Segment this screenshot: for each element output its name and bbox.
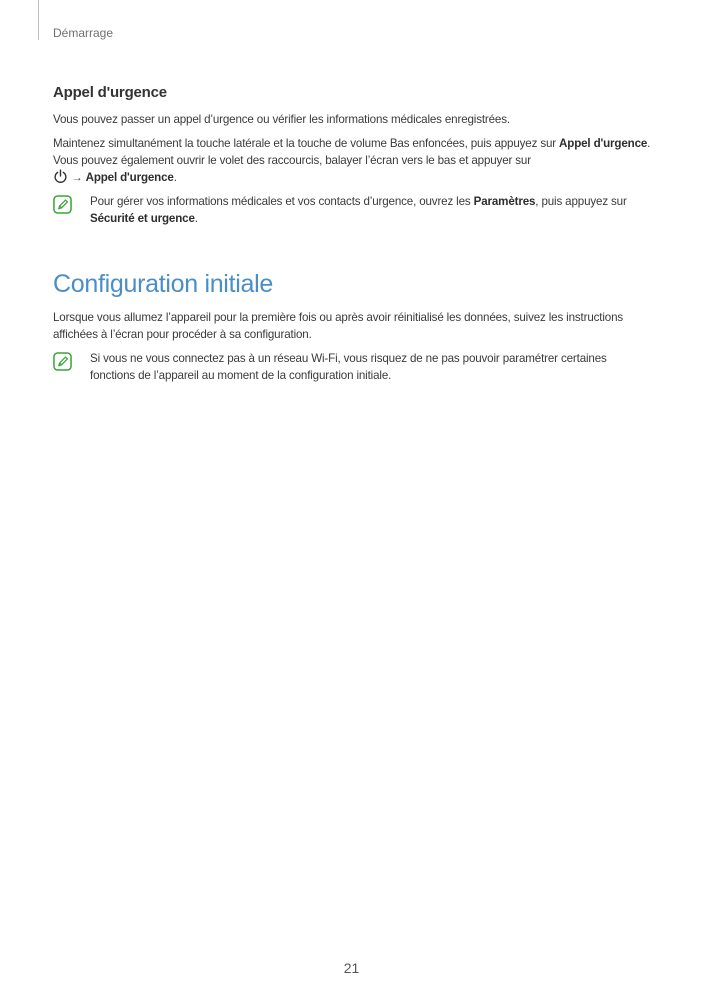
safety-emergency-label: Sécurité et urgence <box>90 212 195 225</box>
emergency-instructions-text-2: . Vous pouvez également ouvrir le volet des raccourcis, balayer l’écran vers le bas et appuyer sur <box>53 137 651 167</box>
emergency-instructions-text-1: Maintenez simultanément la touche latérale et la touche de volume Bas enfoncées, puis appuyez sur <box>53 137 560 150</box>
setup-section-title: Configuration initiale <box>53 270 273 298</box>
note-icon <box>53 352 72 371</box>
emergency-note-text-2: , puis appuyez sur <box>535 195 627 208</box>
setup-intro: Lorsque vous allumez l’appareil pour la première fois ou après avoir réinitialisé les données, suivez les instructions affichées à l’écran pour procéder à sa configuration. <box>53 311 624 341</box>
emergency-note-text <box>90 193 653 227</box>
note-icon <box>53 195 72 214</box>
emergency-note-end: . <box>194 212 198 225</box>
page-number: 21 <box>343 960 360 976</box>
setup-note-text: Si vous ne vous connectez pas à un réseau Wi-Fi, vous risquez de ne pas pouvoir paramétrer certaines fonctions de l’appareil au moment de la configuration initiale. <box>90 352 607 382</box>
emergency-instructions <box>53 135 653 186</box>
emergency-instructions-end: . <box>173 171 177 184</box>
emergency-call-label-1: Appel d'urgence <box>559 137 648 150</box>
emergency-note <box>53 193 653 227</box>
emergency-intro: Vous pouvez passer un appel d’urgence ou vérifier les informations médicales enregistrées. <box>53 113 510 126</box>
page-margin-rule <box>38 0 39 40</box>
arrow-separator: → <box>68 171 86 184</box>
settings-label: Paramètres <box>473 195 536 208</box>
power-icon <box>53 169 68 184</box>
emergency-call-heading: Appel d'urgence <box>53 84 167 101</box>
emergency-note-text-1: Pour gérer vos informations médicales et vos contacts d’urgence, ouvrez les <box>90 195 474 208</box>
page-content <box>53 84 653 384</box>
section-header: Démarrage <box>53 26 114 40</box>
emergency-call-label-2: Appel d'urgence <box>85 171 174 184</box>
setup-note <box>53 350 653 384</box>
